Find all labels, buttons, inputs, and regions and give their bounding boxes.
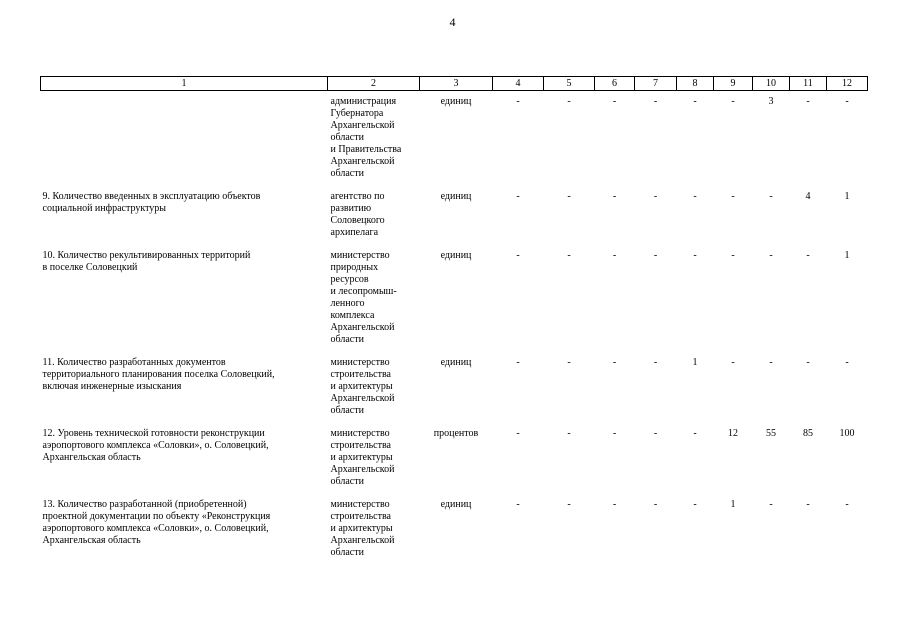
value-cell: - [653,428,658,439]
value-cell: - [612,250,617,261]
table-row [41,499,868,570]
value-cell: - [612,428,617,439]
column-header: 12 [827,77,868,91]
unit-cell: единиц [440,96,472,107]
table-body [41,91,868,571]
value-cell: 85 [803,428,813,439]
value-cell: - [567,191,571,202]
value-cell: 12 [728,428,738,439]
value-cell: - [731,357,735,368]
responsible-text: агентство по развитию Соловецкого архипелага [330,191,385,238]
value-cell: - [693,499,697,510]
column-header: 1 [41,77,328,91]
value-cell: - [516,96,520,107]
indicator-text: 13. Количество разработанной (приобретенной) проектной документации по объекту «Реконструкция аэропортового комплекса «Соловки», о. Соловецкий, Архангельская область [42,499,271,546]
value-cell: - [612,96,617,107]
unit-cell: процентов [433,428,479,439]
value-cell: - [769,191,773,202]
value-cell: - [693,96,697,107]
indicator-cell [41,91,328,192]
table-row [41,191,868,250]
indicator-cell [41,191,328,250]
responsible-text: министерство строительства и архитектуры Архангельской области [330,428,395,487]
value-cell: - [567,96,571,107]
column-header: 10 [753,77,790,91]
column-header: 11 [790,77,827,91]
value-cell: - [612,499,617,510]
value-cell: - [653,499,658,510]
value-cell: 3 [768,96,774,107]
unit-cell: единиц [440,250,472,261]
value-cell: - [769,250,773,261]
value-cell: - [567,428,571,439]
value-cell: 100 [839,428,855,439]
table-row [41,250,868,357]
column-header: 2 [328,77,420,91]
value-cell: - [653,191,658,202]
responsible-cell [328,428,420,499]
value-cell: - [612,191,617,202]
indicator-cell [41,250,328,357]
responsible-text: министерство строительства и архитектуры Архангельской области [330,499,395,558]
value-cell: - [769,357,773,368]
table-row [41,428,868,499]
indicator-text: 11. Количество разработанных документов территориального планирования поселка Соловецкий, включая инженерные изыскания [42,357,275,392]
column-header: 7 [635,77,677,91]
value-cell: - [806,499,810,510]
unit-cell: единиц [440,499,472,510]
column-header: 6 [595,77,635,91]
value-cell: - [845,499,849,510]
value-cell: - [845,357,849,368]
responsible-text: министерство строительства и архитектуры Архангельской области [330,357,395,416]
table-row [41,357,868,428]
indicators-table [40,76,868,570]
indicator-cell [41,499,328,570]
value-cell: - [567,250,571,261]
unit-cell: единиц [440,191,472,202]
value-cell: - [612,357,617,368]
column-header: 8 [677,77,714,91]
table-row [41,91,868,192]
value-cell: 1 [844,250,850,261]
value-cell: 1 [730,499,736,510]
column-header: 9 [714,77,753,91]
value-cell: - [653,96,658,107]
indicator-text: 9. Количество введенных в эксплуатацию объектов социальной инфраструктуры [42,191,261,214]
indicator-text: 12. Уровень технической готовности реконструкции аэропортового комплекса «Соловки», о. Соловецкий, Архангельская область [42,428,269,463]
value-cell: - [516,357,520,368]
value-cell: - [806,357,810,368]
value-cell: - [653,250,658,261]
unit-cell: единиц [440,357,472,368]
responsible-cell [328,499,420,570]
value-cell: - [769,499,773,510]
responsible-text: администрация Губернатора Архангельской области и Правительства Архангельской области [330,96,402,179]
column-header: 4 [493,77,544,91]
value-cell: - [731,96,735,107]
responsible-cell [328,91,420,192]
responsible-cell [328,191,420,250]
value-cell: - [806,96,810,107]
value-cell: - [731,191,735,202]
value-cell: - [567,357,571,368]
value-cell: - [567,499,571,510]
header-row [41,77,868,91]
column-header: 5 [544,77,595,91]
value-cell: 1 [844,191,850,202]
value-cell: 4 [805,191,811,202]
value-cell: - [516,250,520,261]
indicator-cell [41,428,328,499]
value-cell: - [693,191,697,202]
value-cell: - [653,357,658,368]
page-number: 4 [449,15,456,29]
value-cell: - [516,428,520,439]
value-cell: 55 [766,428,776,439]
value-cell: - [806,250,810,261]
responsible-cell [328,357,420,428]
value-cell: - [845,96,849,107]
responsible-text: министерство природных ресурсов и лесопромыш- ленного комплекса Архангельской области [330,250,397,345]
column-header: 3 [420,77,493,91]
indicator-text: 10. Количество рекультивированных территорий в поселке Соловецкий [42,250,251,273]
value-cell: - [693,250,697,261]
indicator-cell [41,357,328,428]
value-cell: - [516,499,520,510]
value-cell: - [731,250,735,261]
value-cell: 1 [692,357,698,368]
value-cell: - [693,428,697,439]
value-cell: - [516,191,520,202]
responsible-cell [328,250,420,357]
